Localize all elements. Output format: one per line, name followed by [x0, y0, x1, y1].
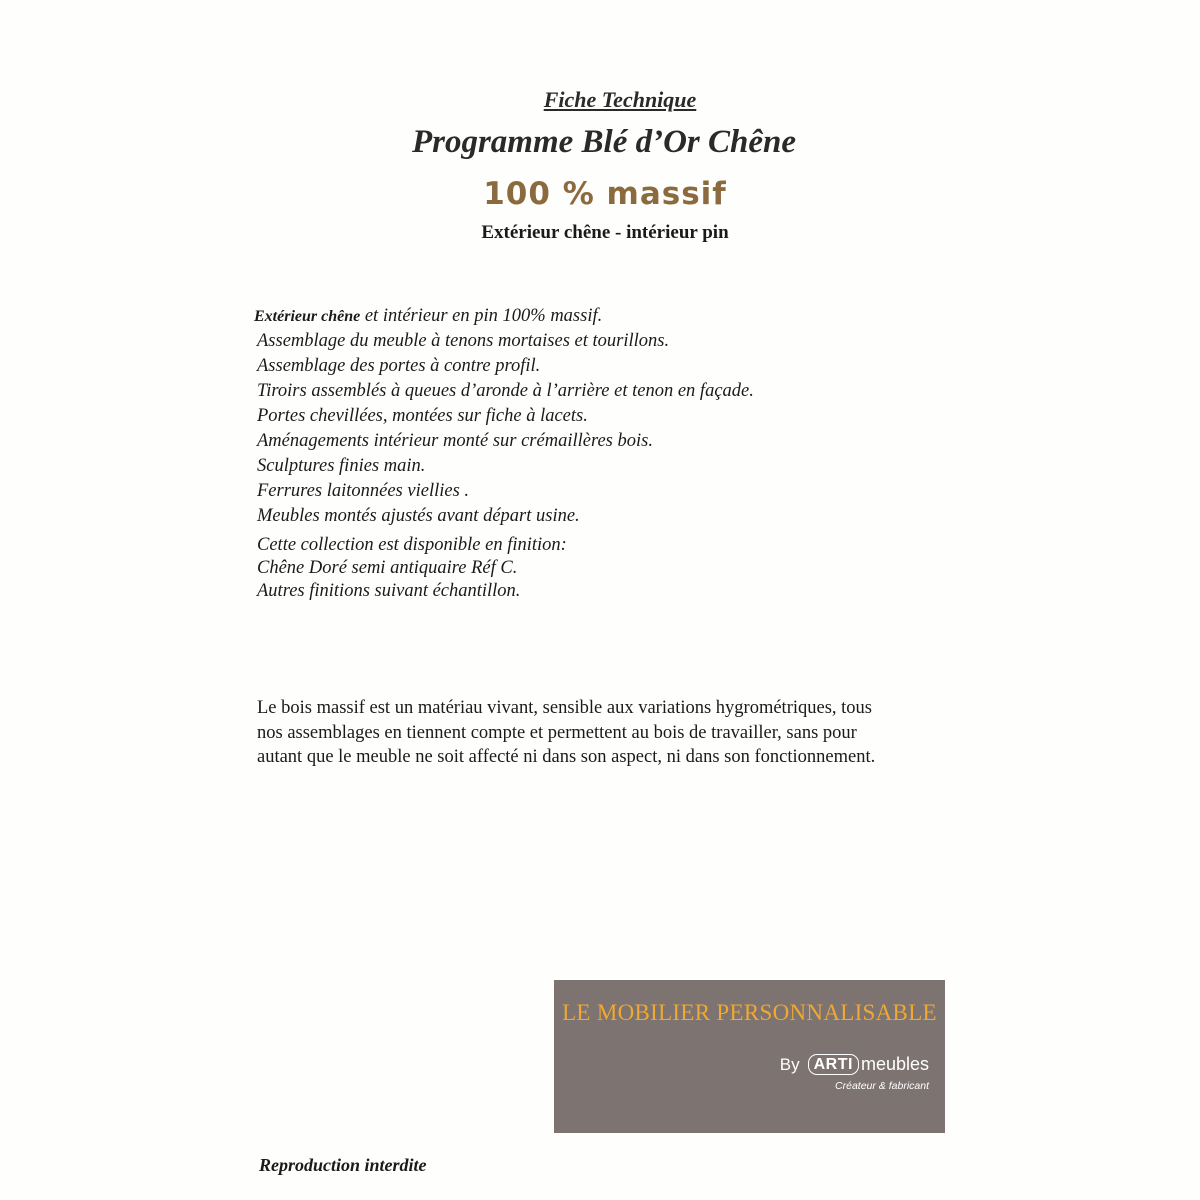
feature-item: Aménagements intérieur monté sur crémaillères bois. [257, 431, 653, 451]
feature-item: Assemblage des portes à contre profil. [257, 356, 541, 376]
brand-tagline: LE MOBILIER PERSONNALISABLE [562, 1000, 937, 1025]
feature-lead-rest: et intérieur en pin 100% massif. [360, 306, 603, 326]
document-title: Programme Blé d’Or Chêne [411, 124, 797, 160]
note-line: Le bois massif est un matériau vivant, sensible aux variations hygrométriques, tous [257, 698, 872, 718]
document-subheading: Extérieur chêne - intérieur pin [481, 222, 729, 243]
document-label: Fiche Technique [543, 87, 697, 112]
feature-list [254, 304, 754, 529]
brand-maker-caption: Créateur & fabricant [835, 1080, 929, 1092]
finish-line: Chêne Doré semi antiquaire Réf C. [257, 558, 518, 578]
feature-item: Portes chevillées, montées sur fiche à lacets. [257, 406, 588, 426]
brand-signature [780, 1054, 929, 1075]
feature-lead: Extérieur chêne [254, 308, 361, 325]
logo-wordmark: meubles [860, 1054, 929, 1074]
brand-by: By [779, 1054, 800, 1074]
feature-item [254, 304, 754, 329]
note-line: autant que le meuble ne soit affecté ni dans son aspect, ni dans son fonctionnement. [257, 747, 876, 767]
finish-line: Cette collection est disponible en finition: [257, 535, 567, 555]
feature-item: Tiroirs assemblés à queues d’aronde à l’arrière et tenon en façade. [257, 381, 754, 401]
feature-item: Ferrures laitonnées viellies . [257, 481, 470, 501]
artimeubles-logo [808, 1054, 929, 1075]
document-subtitle: 100 % massif [483, 176, 727, 212]
brand-banner [554, 980, 945, 1133]
finish-line: Autres finitions suivant échantillon. [257, 581, 521, 601]
feature-item: Meubles montés ajustés avant départ usine. [257, 506, 580, 526]
feature-item: Sculptures finies main. [257, 456, 426, 476]
wood-note-paragraph [257, 696, 967, 770]
finish-info [257, 534, 567, 603]
note-line: nos assemblages en tiennent compte et permettent au bois de travailler, sans pour [257, 722, 857, 743]
reproduction-notice: Reproduction interdite [259, 1155, 427, 1175]
feature-item: Assemblage du meuble à tenons mortaises et tourillons. [257, 331, 670, 351]
logo-mark: ARTI [808, 1054, 859, 1075]
